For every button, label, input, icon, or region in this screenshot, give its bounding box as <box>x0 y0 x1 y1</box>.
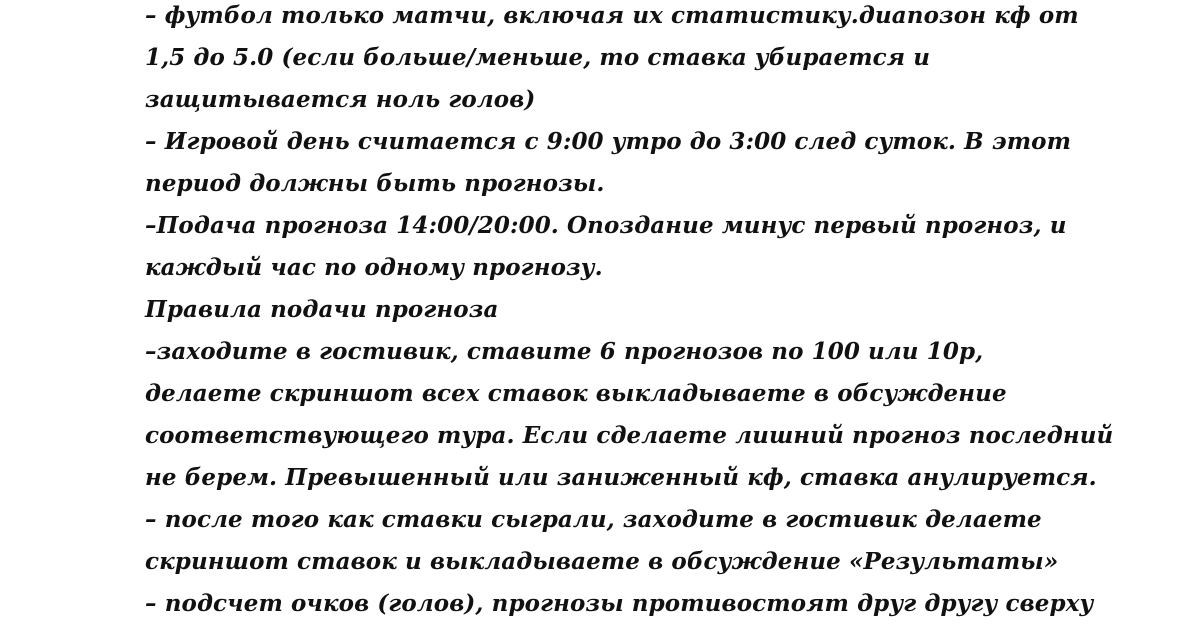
text-line: делаете скриншот всех ставок выкладываете в обсуждение <box>145 380 1007 407</box>
text-line: защитывается ноль голов) <box>145 86 536 113</box>
text-line: каждый час по одному прогнозу. <box>145 254 603 281</box>
text-line: – подсчет очков (голов), прогнозы противостоят друг другу сверху <box>145 590 1094 617</box>
text-line: – после того как ставки сыграли, заходите в гостивик делаете <box>145 506 1042 533</box>
text-line: –Подача прогноза 14:00/20:00. Опоздание минус первый прогноз, и <box>145 212 1067 239</box>
text-line: период должны быть прогнозы. <box>145 170 605 197</box>
text-line: – Игровой день считается с 9:00 утро до 3:00 след суток. В этот <box>145 128 1072 155</box>
text-line: соответствующего тура. Если сделаете лишний прогноз последний <box>145 422 1114 449</box>
section-heading: Правила подачи прогноза <box>145 296 499 323</box>
rules-text <box>145 0 1114 625</box>
text-line: 1,5 до 5.0 (если больше/меньше, то ставка убирается и <box>145 44 931 71</box>
text-line: – футбол только матчи, включая их статистику.диапозон кф от <box>145 2 1079 29</box>
text-line: не берем. Превышенный или заниженный кф, ставка анулируется. <box>145 464 1097 491</box>
text-line: –заходите в гостивик, ставите 6 прогнозов по 100 или 10р, <box>145 338 984 365</box>
text-line: скриншот ставок и выкладываете в обсуждение «Результаты» <box>145 548 1059 575</box>
